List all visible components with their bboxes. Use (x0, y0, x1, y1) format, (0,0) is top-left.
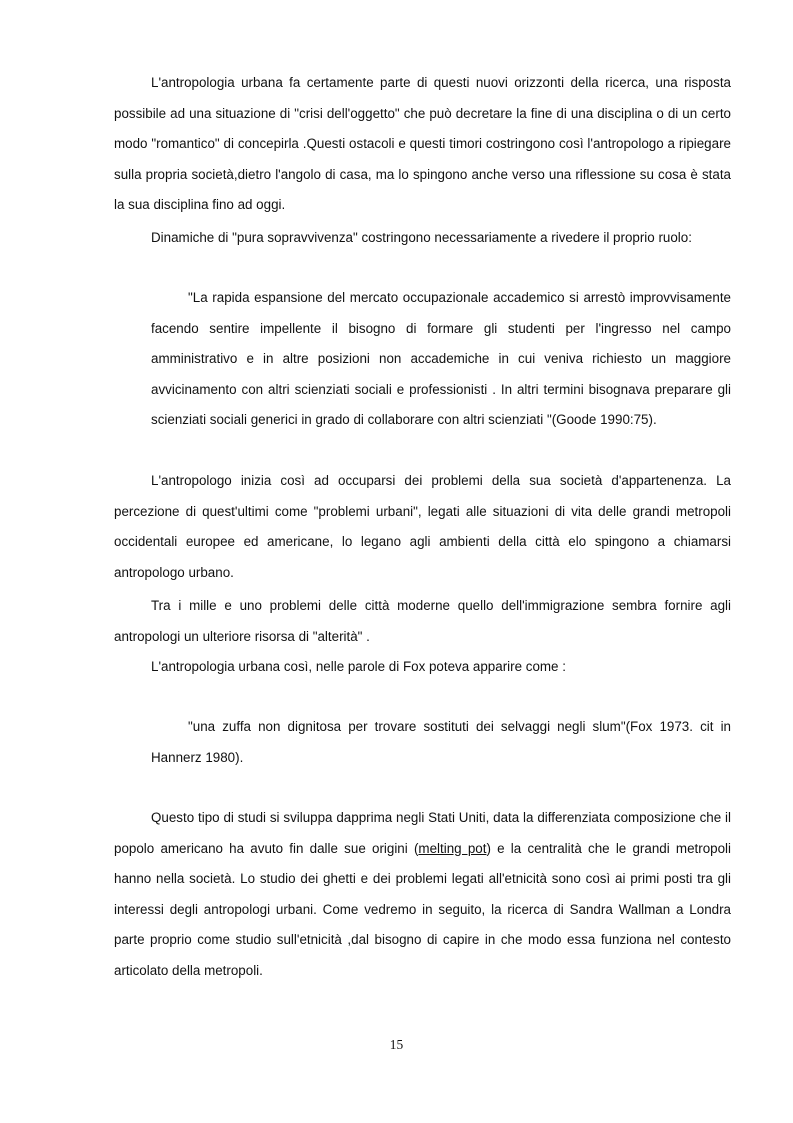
quote-fox-line-2: Hannerz 1980). (151, 750, 244, 765)
quote-fox-line-1: "una zuffa non dignitosa per trovare sostituti dei selvaggi negli slum"(Fox 1973. cit in (188, 719, 731, 734)
paragraph-stati-uniti-text-1: Questo tipo di studi si sviluppa dapprima negli Stati Uniti, data la differenziata composizione che il popolo americano ha avuto fin dalle sue origini ( (114, 810, 731, 856)
paragraph-stati-uniti-text-2: ) e la centralità che le grandi metropoli hanno nella società. Lo studio dei ghetti e dei problemi legati all'etnicità sono così ai primi posti tra gli interessi degli antropologi urbani. Come vedremo in seguito, la ricerca di Sandra Wallman a Londra parte proprio come studio sull'etnicità ,dal bisogno di capire in che modo essa funziona nel contesto articolato della metropoli. (114, 840, 731, 978)
quote-goode: "La rapida espansione del mercato occupazionale accademico si arrestò improvvisamente facendo sentire impellente il bisogno di formare gli studenti per l'ingresso nel campo amministrativo e in altre posizioni non accademiche in cui veniva richiesto un maggiore avvicinamento con altri scienziati sociali e professionisti . In altri termini bisognava preparare gli scienziati sociali generici in grado di collaborare con altri scienziati "(Goode 1990:75). (151, 290, 731, 427)
paragraph-immigrazione: Tra i mille e uno problemi delle città moderne quello dell'immigrazione sembra fornire agli antropologi un ulteriore risorsa di "alterità" . (114, 598, 731, 644)
melting-pot-term: melting pot (418, 840, 487, 856)
paragraph-problemi-urbani: L'antropologo inizia così ad occuparsi dei problemi della sua società d'appartenenza. La percezione di quest'ultimi come "problemi urbani", legati alle situazioni di vita delle grandi metropoli occidentali europee ed americane, lo legano agli ambienti della città elo spingono a chiamarsi antropologo urbano. (114, 473, 731, 580)
paragraph-crisi-oggetto: L'antropologia urbana fa certamente parte di questi nuovi orizzonti della ricerca, una risposta possibile ad una situazione di "crisi dell'oggetto" che può decretare la fine di una disciplina o di un certo modo "romantico" di concepirla .Questi ostacoli e questi timori costringono così l'antropologo a ripiegare sulla propria società,dietro l'angolo di casa, ma lo spingono anche verso una riflessione su cosa è stata la sua disciplina fino ad oggi. (114, 75, 731, 212)
paragraph-stati-uniti (114, 803, 731, 986)
paragraph-fox-intro: L'antropologia urbana così, nelle parole di Fox poteva apparire come : (151, 659, 566, 674)
page-number: 15 (389, 1037, 404, 1052)
paragraph-pura-sopravvivenza: Dinamiche di "pura sopravvivenza" costringono necessariamente a rivedere il proprio ruolo: (151, 230, 692, 245)
